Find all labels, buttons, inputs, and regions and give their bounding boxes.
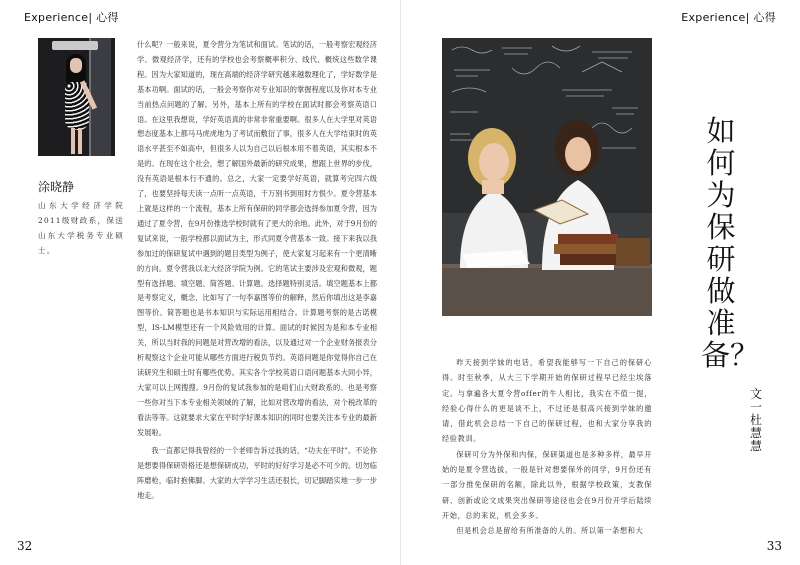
page-number: 33 xyxy=(766,539,782,553)
photo-legs xyxy=(71,128,75,154)
students-illustration xyxy=(442,38,652,316)
article-byline: 文一杜慧慧 xyxy=(749,387,762,453)
author-bio: 山东大学经济学院2011级财政系，保送山东大学税务专业硕士。 xyxy=(38,201,124,255)
page-number: 32 xyxy=(17,539,33,553)
article-paragraph: 什么呢？一般来说，夏令营分为笔试和面试。笔试的话，一般考察宏观经济学、微观经济学，还有的学校也会考察概率积分、线代、概统这些数学课程。因为大家知道的，现在高端的经济学研究越来越数理化了，学好数学是基本功啊。面试的话，一般会考察你对专业知识的掌握程度以及你对本专业当前热点问题的了解。另外，基本上所有的学校在面试时都会考察英语口语。在这里我想说，学好英语真的非常非常重要啊。很多人在大学里对英语想态度基本上都马马虎虎地为了考试而敷衍了事，很多人在大学结束时的英语水平甚至不如高中，但很多人以为自己以后根本用不着英语，其实根本不是的。在现在这个社会，想了解国外最新的研究成果，想跟上世界的步伐，没有英语是根本行不通的。总之，大家一定要学好英语，就算考完四六级了，也要坚持每天读一点听一点英语，千万别书到用时方恨少。夏令营基本上就是这样的一个流程，基本上所有保研的同学都会选择参加夏令营，因为通过了夏令营，在9月份推选学校时就有了更大的余地。此外，对于9月份的复试来说，一般学校都以面试为主，形式同夏令营基本一致。接下来我以我参加过的保研复试中遇到的题目类型为例子，使大家复习起来有一个更清晰的方向。夏令营我以北大经济学院为例。它的笔试主要涉及宏观和微观，题型有选择题、填空题、简答题、计算题。选择题特别灵活。填空题基本上都是考察定义，概念，比如写了一句李嘉图等价的解释，然后你填出这是李嘉图等价。简答题也是书本知识与实际运用相结合。计算题考察的是古诺模型，IS-LM模型还有一个风险效用的计算。面试的时候因为是和本专业相关，所以当时我的问题是对营改增的看法，以及通过对一个企业财务报表分析观察这个企业可能从哪些方面进行税负节约。英语问题是你觉得你自己在读研究生和硕士时有哪些优势。其实各个学校英语口语问题基本大同小异，大家可以上网搜搜。9月份的复试我参加的是咱们山大财政系的。也是考察一些你对当下本专业相关领域的了解，比如对营改增的看法，对个税改革的看法等等。这就要求大家在平时学好课本知识的同时也要关注本专业的最新发展啦。 xyxy=(137,40,377,437)
article-paragraph: 我一直都记得我曾经的一个老师告诉过我的话，“功夫在平时”。不论你是想要得保研资格还是想保研成功，平时的好好学习是必不可少的。切勿临阵磨枪，临时抱佛脚。大家的大学学习生活还很长，切记脚踏实地一步一步地走。 xyxy=(137,446,377,501)
students-photo xyxy=(442,38,652,316)
article-paragraph: 但是机会总是留给有所准备的人的。所以第一条想和大 xyxy=(456,526,644,536)
article-body xyxy=(442,355,652,539)
article-paragraph: 昨天接到学妹的电话，希望我能够写一下自己的保研心得。时至秋季，从大三下学期开始的保研过程早已经尘埃落定。与拿遍各大夏令营offer的牛人相比，我实在不值一提，经验心得什么的更是谈不上，不过还是很高兴接到学妹的邀请，借此机会总结一下自己的保研过程，也和大家分享我的经验教训。 xyxy=(442,358,652,444)
photo-sign xyxy=(52,41,98,50)
author-photo xyxy=(38,38,115,156)
right-page xyxy=(400,0,800,565)
article-body-continued xyxy=(137,38,377,504)
section-header: Experience| 心得 xyxy=(681,11,776,24)
photo-face xyxy=(70,58,82,73)
article-paragraph: 保研可分为外保和内保，保研渠道也是多种多样，最早开始的是夏令营选拔，一般是针对想要保外的同学，9月份还有一部分推免保研的名额，除此以外，根据学校政策，支教保研、创新或论文成果突出保研等途径也会在9月份开学后陆续开始，总的来说，机会多多。 xyxy=(442,449,652,520)
section-header: Experience| 心得 xyxy=(24,11,119,24)
article-title: 如何为保研做准备？ xyxy=(701,114,760,372)
author-name: 涂晓静 xyxy=(38,180,75,194)
